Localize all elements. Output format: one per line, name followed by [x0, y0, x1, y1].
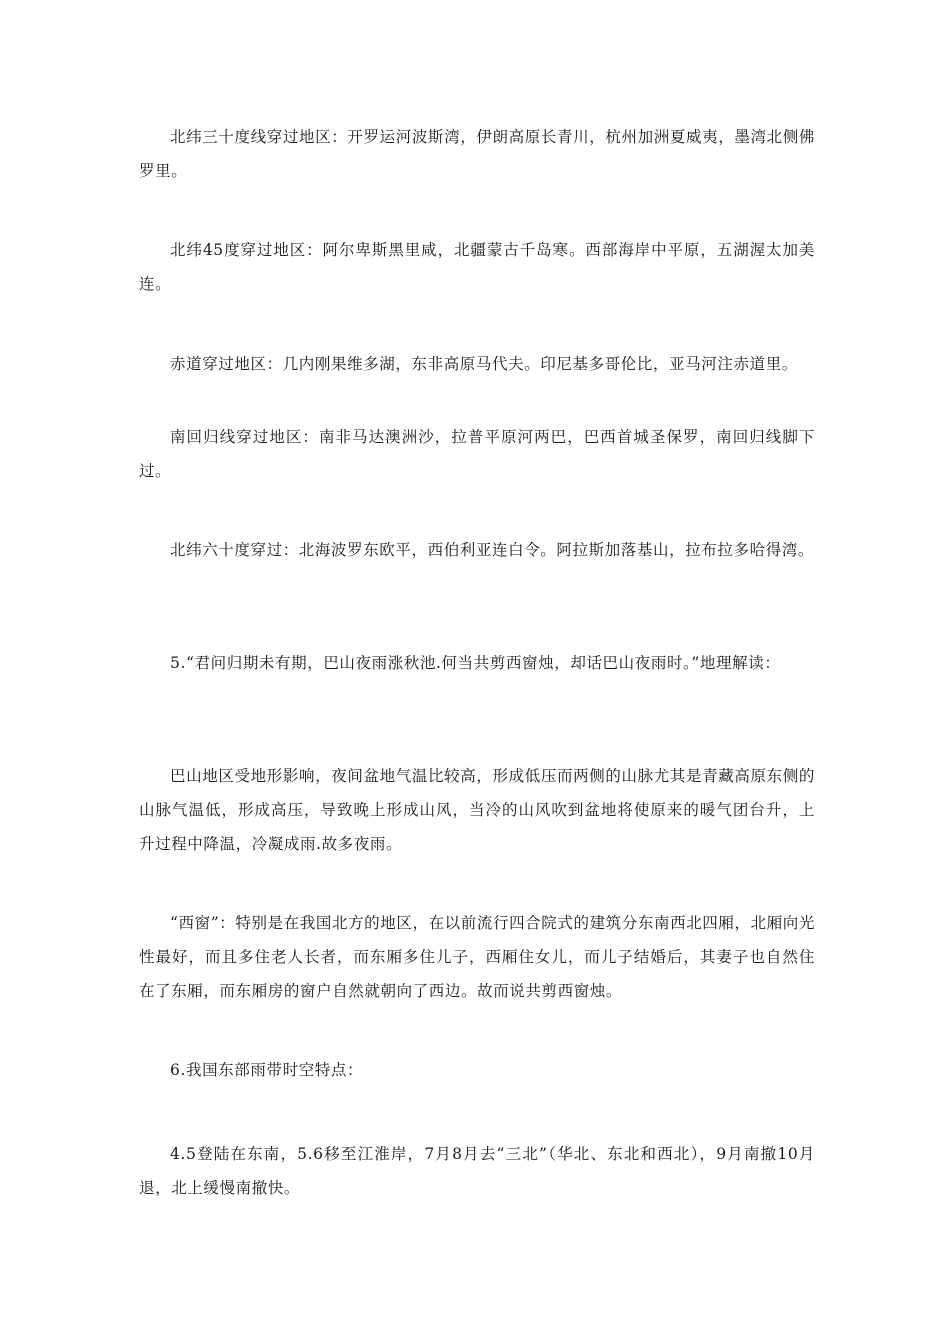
- paragraph-rainbelt-rhyme: 4.5登陆在东南，5.6移至江淮岸，7月8月去“三北”（华北、东北和西北），9月南撤10月退，北上缓慢南撤快。: [139, 1145, 815, 1197]
- paragraph-west-window: “西窗”：特别是在我国北方的地区，在以前流行四合院式的建筑分东南西北四厢，北厢向光性最好，而且多住老人长者，而东厢多住儿子，西厢住女儿，而儿子结婚后，其妻子也自然住在了东厢，而东厢房的窗户自然就朝向了西边。故而说共剪西窗烛。: [139, 914, 815, 1000]
- paragraph-equator: 赤道穿过地区：几内刚果维多湖，东非高原马代夫。印尼基多哥伦比，亚马河注赤道里。: [170, 355, 798, 373]
- paragraph-rainbelt-heading: 6.我国东部雨带时空特点：: [170, 1061, 364, 1079]
- paragraph-bashan-night-rain: 巴山地区受地形影响，夜间盆地气温比较高，形成低压而两侧的山脉尤其是青藏高原东侧的山脉气温低，形成高压，导致晚上形成山风，当冷的山风吹到盆地将使原来的暖气团台升，上升过程中降温，冷凝成雨.故多夜雨。: [139, 767, 815, 853]
- paragraph-30n-latitude: 北纬三十度线穿过地区：开罗运河波斯湾，伊朗高原长青川，杭州加洲夏威夷，墨湾北侧佛罗里。: [139, 128, 815, 180]
- paragraph-45n-latitude: 北纬45度穿过地区：阿尔卑斯黑里咸，北疆蒙古千岛寒。西部海岸中平原，五湖渥太加美连。: [139, 241, 815, 293]
- paragraph-60n-latitude: 北纬六十度穿过：北海波罗东欧平，西伯利亚连白令。阿拉斯加落基山，拉布拉多哈得湾。: [170, 541, 815, 559]
- paragraph-tropic-capricorn: 南回归线穿过地区：南非马达澳洲沙，拉普平原河两巴，巴西首城圣保罗，南回归线脚下过。: [139, 428, 815, 480]
- paragraph-poem-heading: 5.“君问归期未有期，巴山夜雨涨秋池.何当共剪西窗烛，却话巴山夜雨时。”地理解读：: [170, 654, 781, 672]
